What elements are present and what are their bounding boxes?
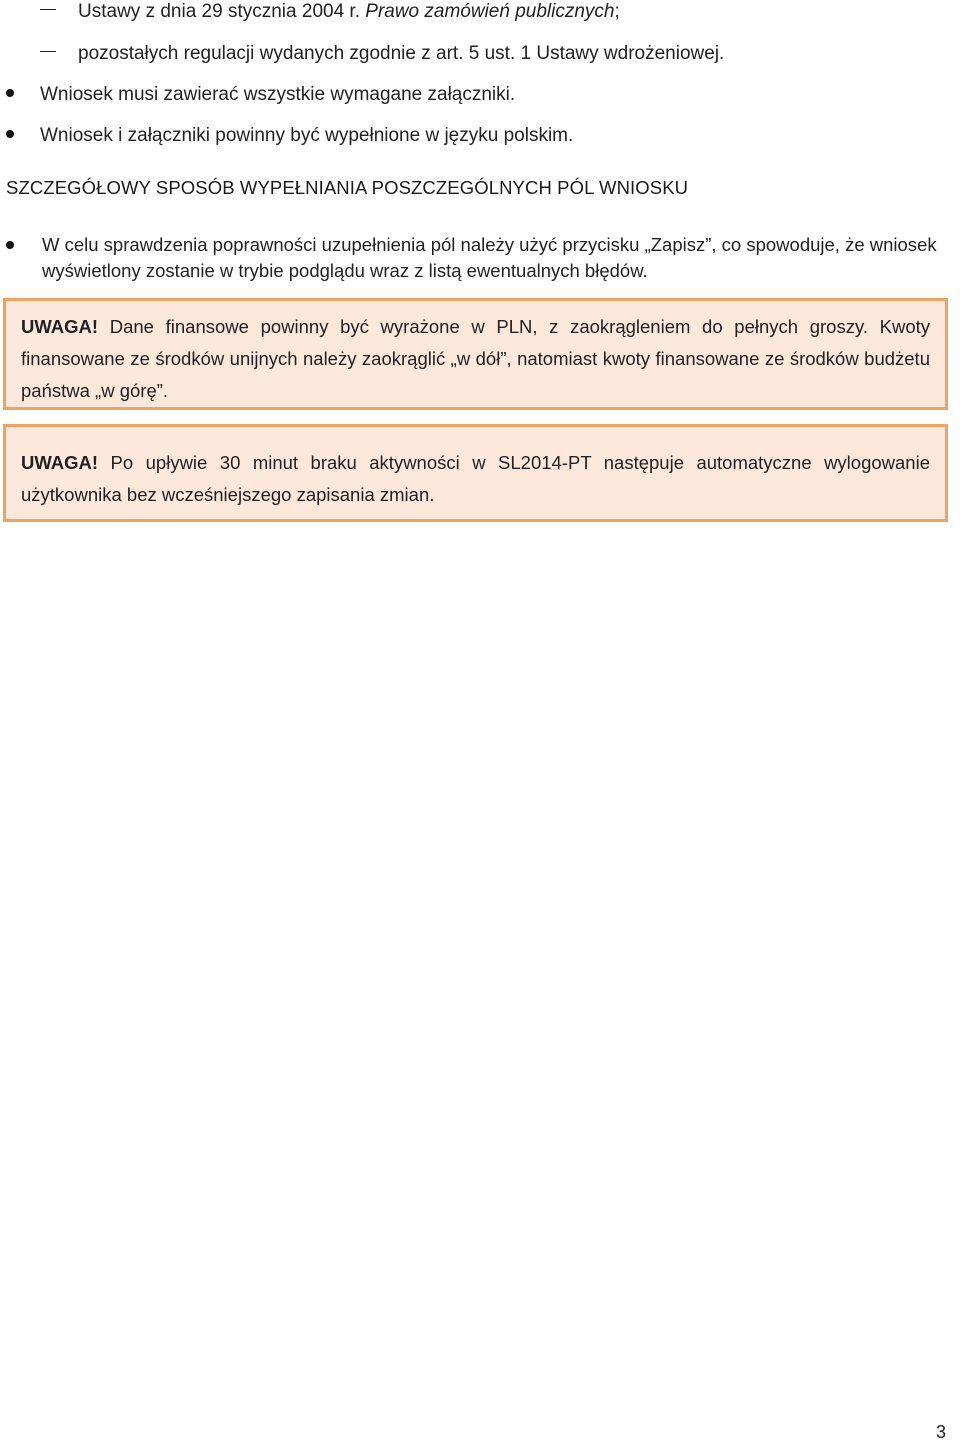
warning-text: Dane finansowe powinny być wyrażone w PLN, z zaokrągleniem do pełnych groszy. Kwoty finansowane ze środków unijnych należy zaokrąglić „w dół”, natomiast kwoty finansowane ze środków budżetu państwa „w górę”. (21, 316, 930, 401)
list-item-italic-text: Prawo zamówień publicznych (365, 1, 615, 22)
bullet-icon (6, 130, 14, 138)
list-item-suffix: ; (614, 1, 620, 22)
bullet-icon (6, 241, 14, 249)
paragraph-text: W celu sprawdzenia poprawności uzupełnienia pól należy użyć przycisku „Zapisz”, co spowoduje, że wniosek wyświetlony zostanie w trybie podglądu wraz z listą ewentualnych błędów. (42, 234, 937, 281)
warning-label: UWAGA! (21, 316, 99, 337)
page-number: 3 (935, 1422, 946, 1442)
dash-list-item (40, 0, 620, 24)
list-item-text: Wniosek musi zawierać wszystkie wymagane załączniki. (40, 84, 516, 105)
bullet-icon (6, 89, 14, 97)
bullet-list-item (6, 83, 515, 107)
warning-note-box (3, 424, 948, 522)
dash-list-item (40, 42, 724, 66)
bullet-list-item (6, 124, 573, 148)
warning-note-box (3, 298, 948, 410)
bullet-paragraph (6, 232, 950, 284)
dash-marker-icon (40, 9, 56, 10)
section-heading: SZCZEGÓŁOWY SPOSÓB WYPEŁNIANIA POSZCZEGÓLNYCH PÓL WNIOSKU (6, 177, 689, 198)
list-item-text: Ustawy z dnia 29 stycznia 2004 r. (78, 1, 366, 22)
dash-marker-icon (40, 51, 56, 52)
list-item-text: pozostałych regulacji wydanych zgodnie z art. 5 ust. 1 Ustawy wdrożeniowej. (78, 43, 725, 64)
list-item-text: Wniosek i załączniki powinny być wypełnione w języku polskim. (40, 125, 574, 146)
warning-text: Po upływie 30 minut braku aktywności w SL2014-PT następuje automatyczne wylogowanie użytkownika bez wcześniejszego zapisania zmian. (21, 452, 930, 505)
warning-label: UWAGA! (21, 452, 99, 473)
